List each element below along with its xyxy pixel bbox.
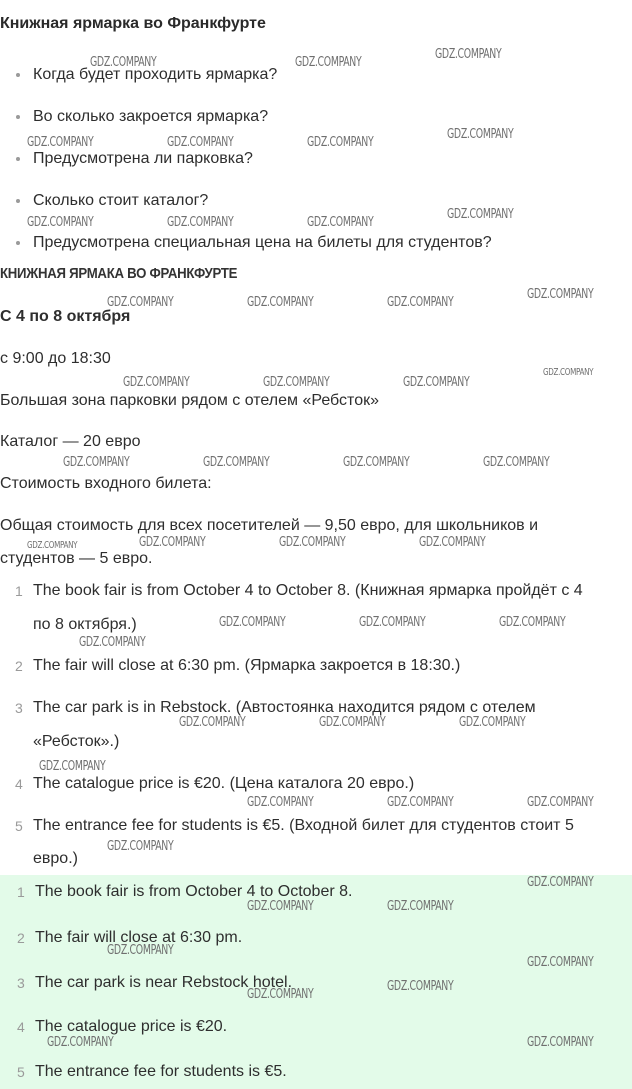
question-item: Во сколько закроется ярмарка?: [33, 108, 269, 125]
watermark-text: GDZ.COMPANY: [167, 215, 234, 230]
poster-hours: с 9:00 до 18:30: [0, 350, 111, 367]
bullet: [16, 241, 20, 245]
poster-dates: С 4 по 8 октября: [0, 308, 131, 325]
answer-line: The car park is near Rebstock hotel.: [35, 974, 293, 991]
section-title: Книжная ярмарка во Франкфурте: [0, 15, 266, 32]
watermark-text: GDZ.COMPANY: [527, 287, 594, 302]
watermark-text: GDZ.COMPANY: [419, 535, 486, 550]
watermark-text: GDZ.COMPANY: [447, 207, 514, 222]
watermark-text: GDZ.COMPANY: [435, 47, 502, 62]
watermark-text: GDZ.COMPANY: [27, 135, 94, 150]
answer-number: 2: [17, 930, 25, 946]
question-item: Когда будет проходить ярмарка?: [33, 66, 278, 83]
watermark-text: GDZ.COMPANY: [307, 135, 374, 150]
poster-heading: КНИЖНАЯ ЯРМАКА ВО ФРАНКФУРТЕ: [0, 265, 238, 282]
poster-ticket-line: студентов — 5 евро.: [0, 550, 153, 567]
watermark-text: GDZ.COMPANY: [247, 899, 314, 914]
poster-catalogue: Каталог — 20 евро: [0, 433, 141, 450]
bullet: [16, 157, 20, 161]
watermark-text: GDZ.COMPANY: [139, 535, 206, 550]
watermark-text: GDZ.COMPANY: [295, 55, 362, 70]
question-item: Сколько стоит каталог?: [33, 192, 209, 209]
answer-number: 3: [17, 975, 25, 991]
answer-line: The fair will close at 6:30 pm.: [35, 929, 243, 946]
watermark-text: GDZ.COMPANY: [123, 375, 190, 390]
watermark-text: GDZ.COMPANY: [63, 455, 130, 470]
watermark-text: GDZ.COMPANY: [527, 795, 594, 810]
watermark-text: GDZ.COMPANY: [319, 715, 386, 730]
poster-ticket-label: Стоимость входного билета:: [0, 475, 212, 492]
watermark-text: GDZ.COMPANY: [483, 455, 550, 470]
answer-number: 1: [17, 884, 25, 900]
answer-line: The book fair is from October 4 to October 8. (Книжная ярмарка пройдёт с 4: [33, 582, 583, 599]
answer-number: 4: [15, 776, 23, 792]
answer-number: 2: [15, 658, 23, 674]
watermark-text: GDZ.COMPANY: [343, 455, 410, 470]
watermark-text: GDZ.COMPANY: [387, 899, 454, 914]
answer-line: The entrance fee for students is €5. (Входной билет для студентов стоит 5: [33, 817, 574, 834]
watermark-text: GDZ.COMPANY: [499, 615, 566, 630]
watermark-text: GDZ.COMPANY: [247, 987, 314, 1002]
answer-line: «Ребсток».): [33, 733, 120, 750]
watermark-text: GDZ.COMPANY: [247, 295, 314, 310]
watermark-text: GDZ.COMPANY: [27, 215, 94, 230]
watermark-text: GDZ.COMPANY: [107, 839, 174, 854]
watermark-text: GDZ.COMPANY: [387, 795, 454, 810]
answer-line: The fair will close at 6:30 pm. (Ярмарка закроется в 18:30.): [33, 657, 461, 674]
question-item: Предусмотрена специальная цена на билеты для студентов?: [33, 234, 492, 251]
watermark-text: GDZ.COMPANY: [403, 375, 470, 390]
watermark-text: GDZ.COMPANY: [79, 635, 146, 650]
watermark-text: GDZ.COMPANY: [263, 375, 330, 390]
watermark-text: GDZ.COMPANY: [247, 795, 314, 810]
watermark-text: GDZ.COMPANY: [527, 875, 594, 890]
watermark-text: GDZ.COMPANY: [527, 1035, 594, 1050]
answer-line: евро.): [33, 850, 78, 867]
answer-number: 1: [15, 583, 23, 599]
answer-line: The book fair is from October 4 to October 8.: [35, 883, 353, 900]
answer-line: The car park is in Rebstock. (Автостоянка находится рядом с отелем: [33, 699, 536, 716]
question-item: Предусмотрена ли парковка?: [33, 150, 253, 167]
watermark-text: GDZ.COMPANY: [107, 943, 174, 958]
watermark-text: GDZ.COMPANY: [387, 979, 454, 994]
watermark-text: GDZ.COMPANY: [179, 715, 246, 730]
watermark-text: GDZ.COMPANY: [27, 540, 78, 551]
watermark-text: GDZ.COMPANY: [359, 615, 426, 630]
watermark-text: GDZ.COMPANY: [47, 1035, 114, 1050]
watermark-text: GDZ.COMPANY: [107, 295, 174, 310]
answer-line: по 8 октября.): [33, 616, 137, 633]
watermark-text: GDZ.COMPANY: [307, 215, 374, 230]
answer-line: The entrance fee for students is €5.: [35, 1063, 287, 1080]
bullet: [16, 199, 20, 203]
poster-parking: Большая зона парковки рядом с отелем «Ребсток»: [0, 392, 379, 409]
watermark-text: GDZ.COMPANY: [203, 455, 270, 470]
answer-number: 5: [15, 818, 23, 834]
answer-number: 4: [17, 1019, 25, 1035]
watermark-text: GDZ.COMPANY: [219, 615, 286, 630]
poster-ticket-line: Общая стоимость для всех посетителей — 9,50 евро, для школьников и: [0, 517, 539, 534]
answer-number: 3: [15, 700, 23, 716]
watermark-text: GDZ.COMPANY: [459, 715, 526, 730]
answer-number: 5: [17, 1064, 25, 1080]
watermark-text: GDZ.COMPANY: [387, 295, 454, 310]
watermark-text: GDZ.COMPANY: [447, 127, 514, 142]
watermark-text: GDZ.COMPANY: [527, 955, 594, 970]
answer-line: The catalogue price is €20.: [35, 1018, 228, 1035]
bullet: [16, 73, 20, 77]
bullet: [16, 115, 20, 119]
watermark-text: GDZ.COMPANY: [279, 535, 346, 550]
answer-line: The catalogue price is €20. (Цена каталога 20 евро.): [33, 775, 415, 792]
watermark-text: GDZ.COMPANY: [90, 55, 157, 70]
watermark-text: GDZ.COMPANY: [167, 135, 234, 150]
watermark-text: GDZ.COMPANY: [39, 759, 106, 774]
watermark-text: GDZ.COMPANY: [543, 367, 594, 378]
